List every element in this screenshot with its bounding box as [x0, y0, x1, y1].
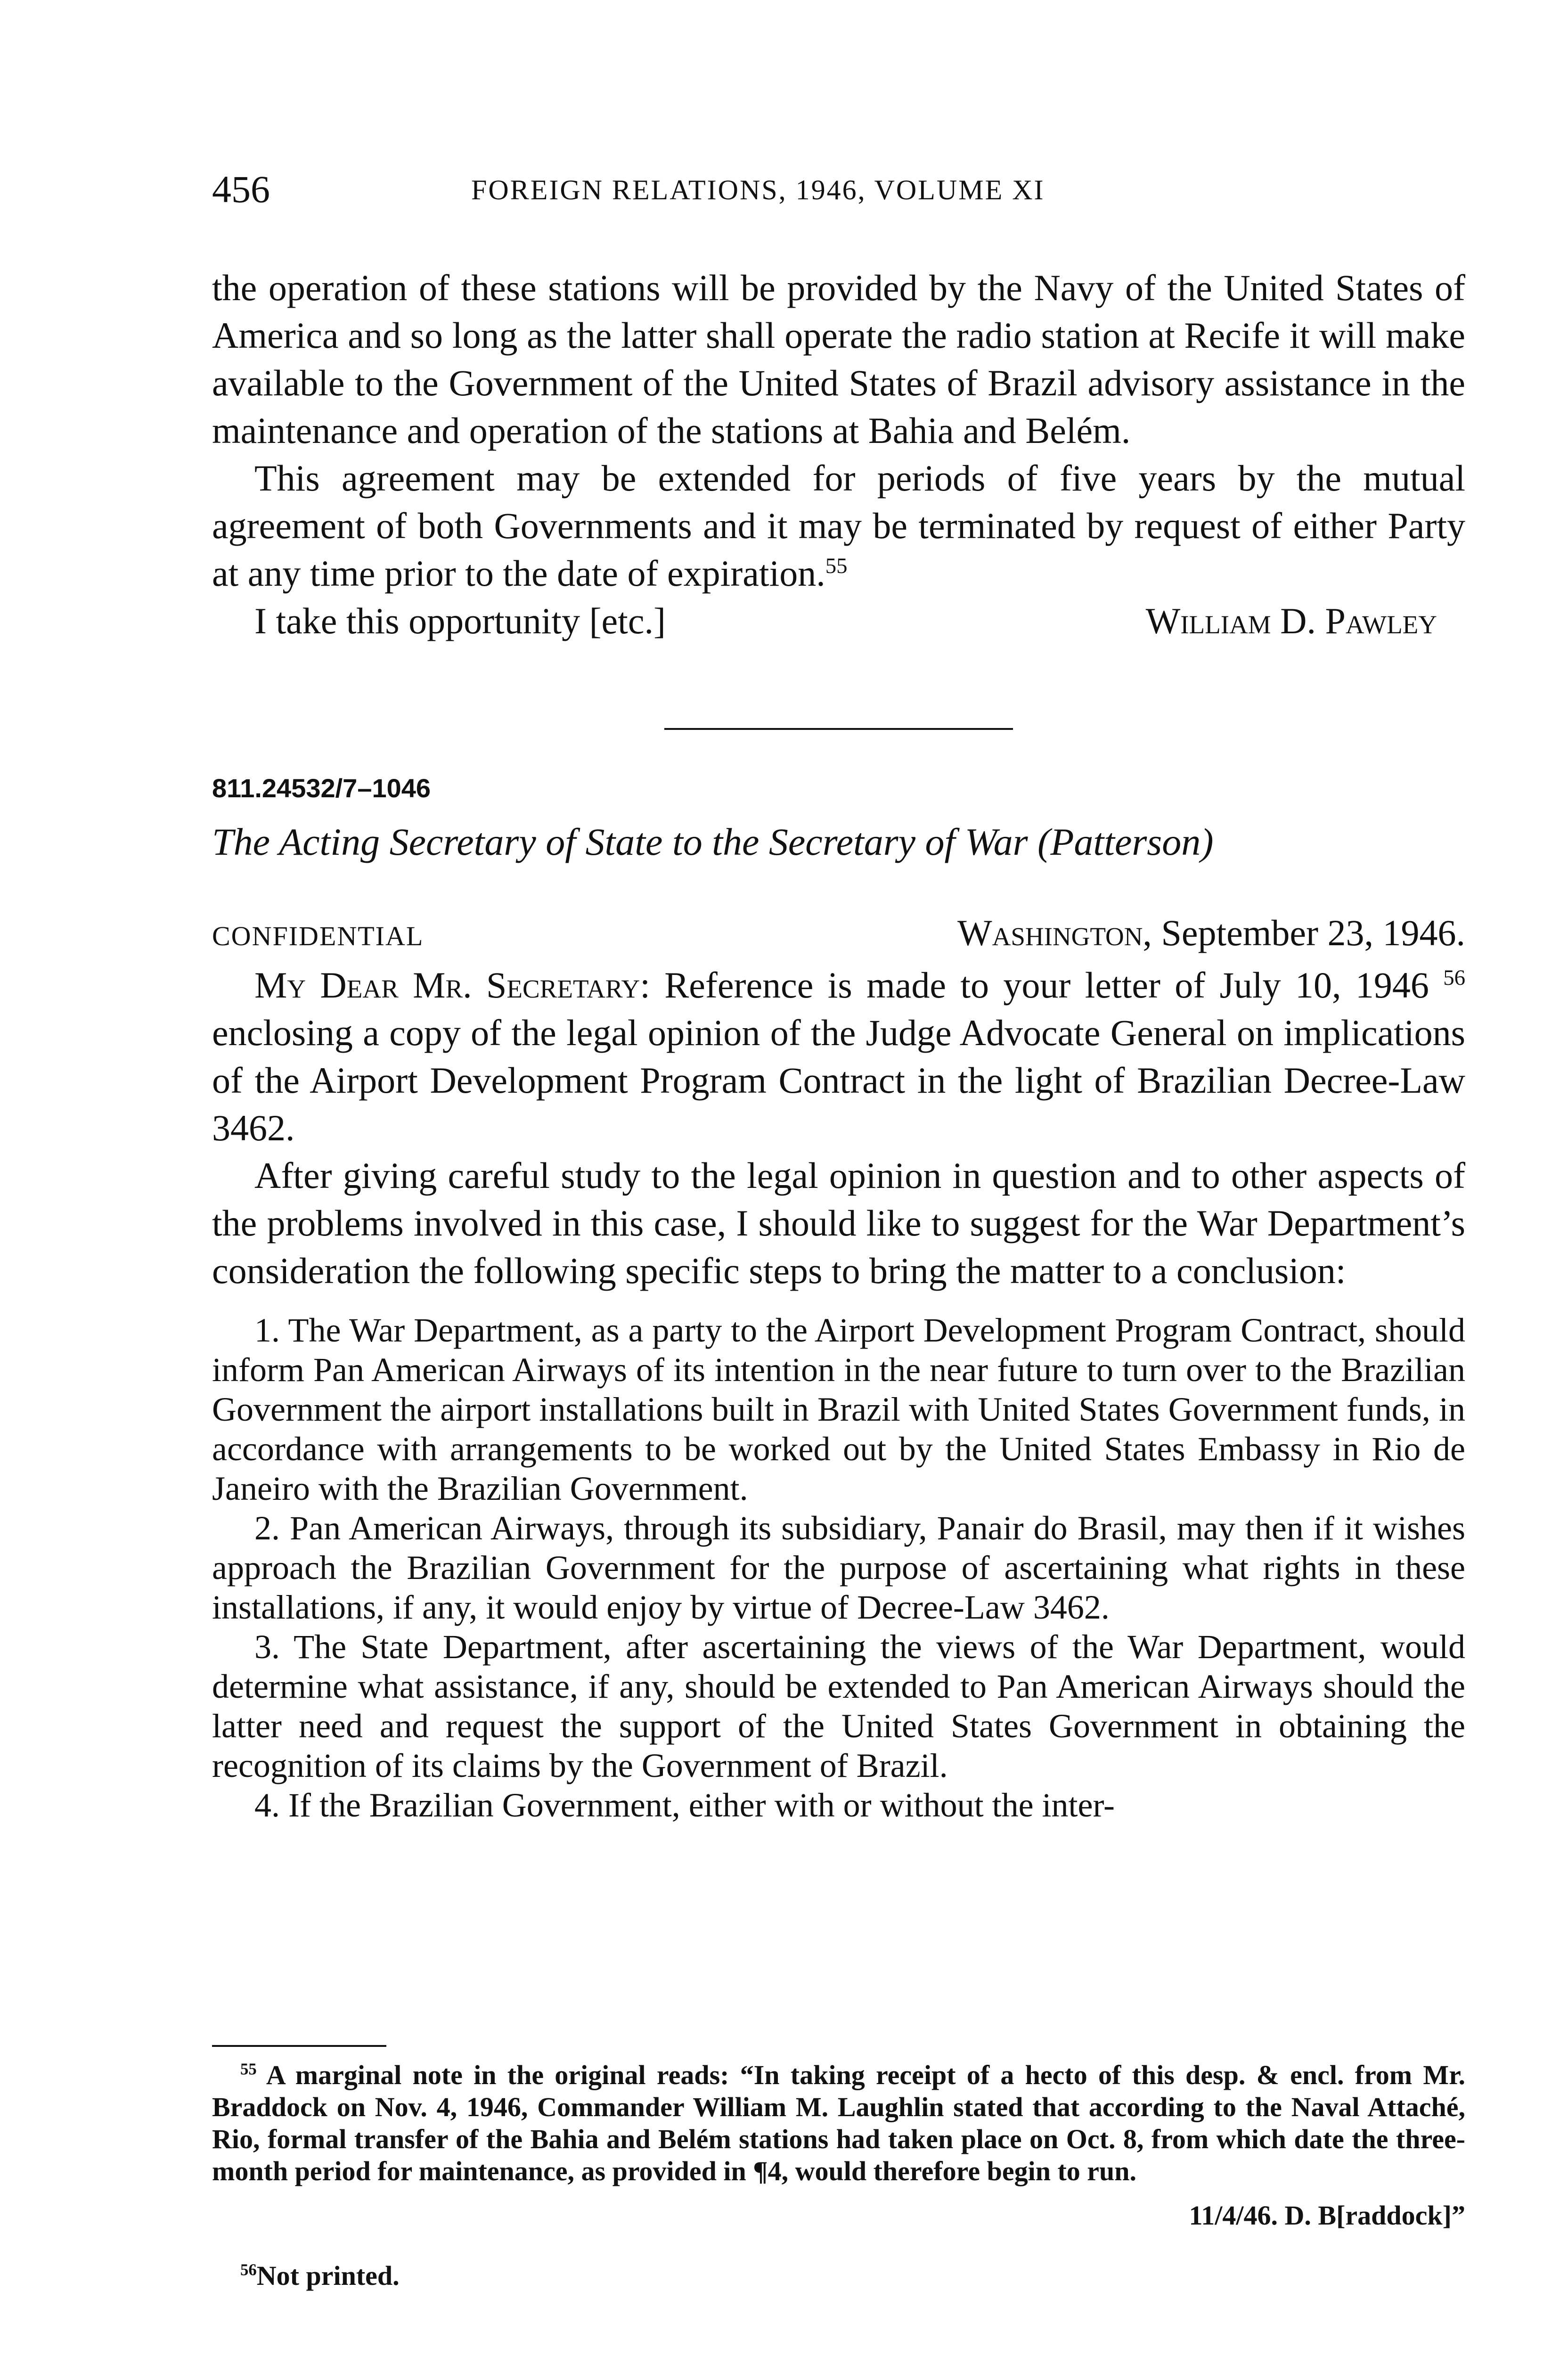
running-title: FOREIGN RELATIONS, 1946, VOLUME XI [471, 174, 1045, 205]
step-item-3: 3. The State Department, after ascertaining the views of the War Department, would determine what assistance, if any, should be extended to Pan American Airways should the latter need and request the support of the United States Government in obtaining the recognition of its claims by the Government of Brazil. [212, 1628, 1465, 1784]
prior-document-body [212, 264, 1465, 645]
letter-paragraph-2: After giving careful study to the legal opinion in question and to other aspects of the problems involved in this case, I should like to suggest for the War Department’s consideration the following specific steps to bring the matter to a conclusion: [212, 1155, 1465, 1291]
step-item-4: 4. If the Brazilian Government, either with or without the inter- [254, 1786, 1115, 1824]
prior-paragraph-2-text: This agreement may be extended for periods of five years by the mutual agreement of both Governments and it may be terminated by request of either Party at any time prior to the date of expiration. [212, 458, 1465, 594]
footnote-56 [212, 2260, 1465, 2292]
steps-list [212, 1310, 1465, 1825]
step-item-1: 1. The War Department, as a party to the Airport Development Program Contract, should inform Pan American Airways of its intention in the near future to turn over to the Brazilian Government the airport installations built in Brazil with United States Government funds, in accordance with arrangements to be worked out by the United States Embassy in Rio de Janeiro with the Brazilian Government. [212, 1311, 1465, 1507]
letter-paragraph-1-b: enclosing a copy of the legal opinion of the Judge Advocate General on implications of the Airport Development Program Contract in the light of Brazilian Decree-Law 3462. [212, 1012, 1465, 1148]
footnote-56-mark: 56 [240, 2260, 257, 2279]
footnotes [212, 2059, 1465, 2292]
closing-text: I take this opportunity [etc.] [254, 600, 666, 641]
footnote-55-mark: 55 [240, 2060, 257, 2078]
letter-paragraph-1-a: Reference is made to your letter of July 10, 1946 [664, 965, 1429, 1006]
footnote-55-text: A marginal note in the original reads: “In taking receipt of a hecto of this desp. & encl. from Mr. Braddock on Nov. 4, 1946, Commander William M. Laughlin stated that according to the Naval Attaché, Rio, formal transfer of the Bahia and Belém stations had taken place on Oct. 8, from which date the three-month period for maintenance, as provided in ¶4, would therefore begin to run. [212, 2060, 1465, 2186]
classification: CONFIDENTIAL [212, 921, 424, 951]
section-divider [664, 728, 1013, 730]
footnote-55 [212, 2059, 1465, 2187]
letter-body [212, 961, 1465, 1825]
footnote-divider [212, 2045, 386, 2047]
footnote-ref-55: 55 [825, 554, 848, 578]
letter-paragraph-1 [212, 961, 1465, 1152]
place: Washington, [957, 912, 1152, 953]
dateline [212, 912, 1465, 954]
prior-paragraph-2 [212, 454, 1465, 597]
closing-line [212, 597, 1465, 645]
date: September 23, 1946. [1161, 912, 1465, 953]
page-number: 456 [212, 168, 270, 211]
footnote-ref-56: 56 [1443, 965, 1466, 990]
page-header [212, 167, 1465, 219]
salutation: My Dear Mr. Secretary: [254, 965, 650, 1006]
prior-paragraph-1: the operation of these stations will be provided by the Navy of the United States of America and so long as the latter shall operate the radio station at Recife it will make available to the Government of the United States of Brazil advisory assistance in the maintenance and operation of the stations at Bahia and Belém. [212, 267, 1465, 451]
signature: William D. Pawley [1145, 600, 1437, 641]
footnote-55-signature: 11/4/46. D. B[raddock]” [1189, 2200, 1465, 2231]
file-number: 811.24532/7–1046 [212, 773, 431, 803]
step-item-2: 2. Pan American Airways, through its subsidiary, Panair do Brasil, may then if it wishes approach the Brazilian Government for the purpose of ascertaining what rights in these installations, if any, it would enjoy by virtue of Decree-Law 3462. [212, 1509, 1465, 1626]
document-heading: The Acting Secretary of State to the Secretary of War (Patterson) [212, 820, 1214, 863]
footnote-56-text: Not printed. [256, 2260, 400, 2291]
place-date [957, 912, 1465, 954]
